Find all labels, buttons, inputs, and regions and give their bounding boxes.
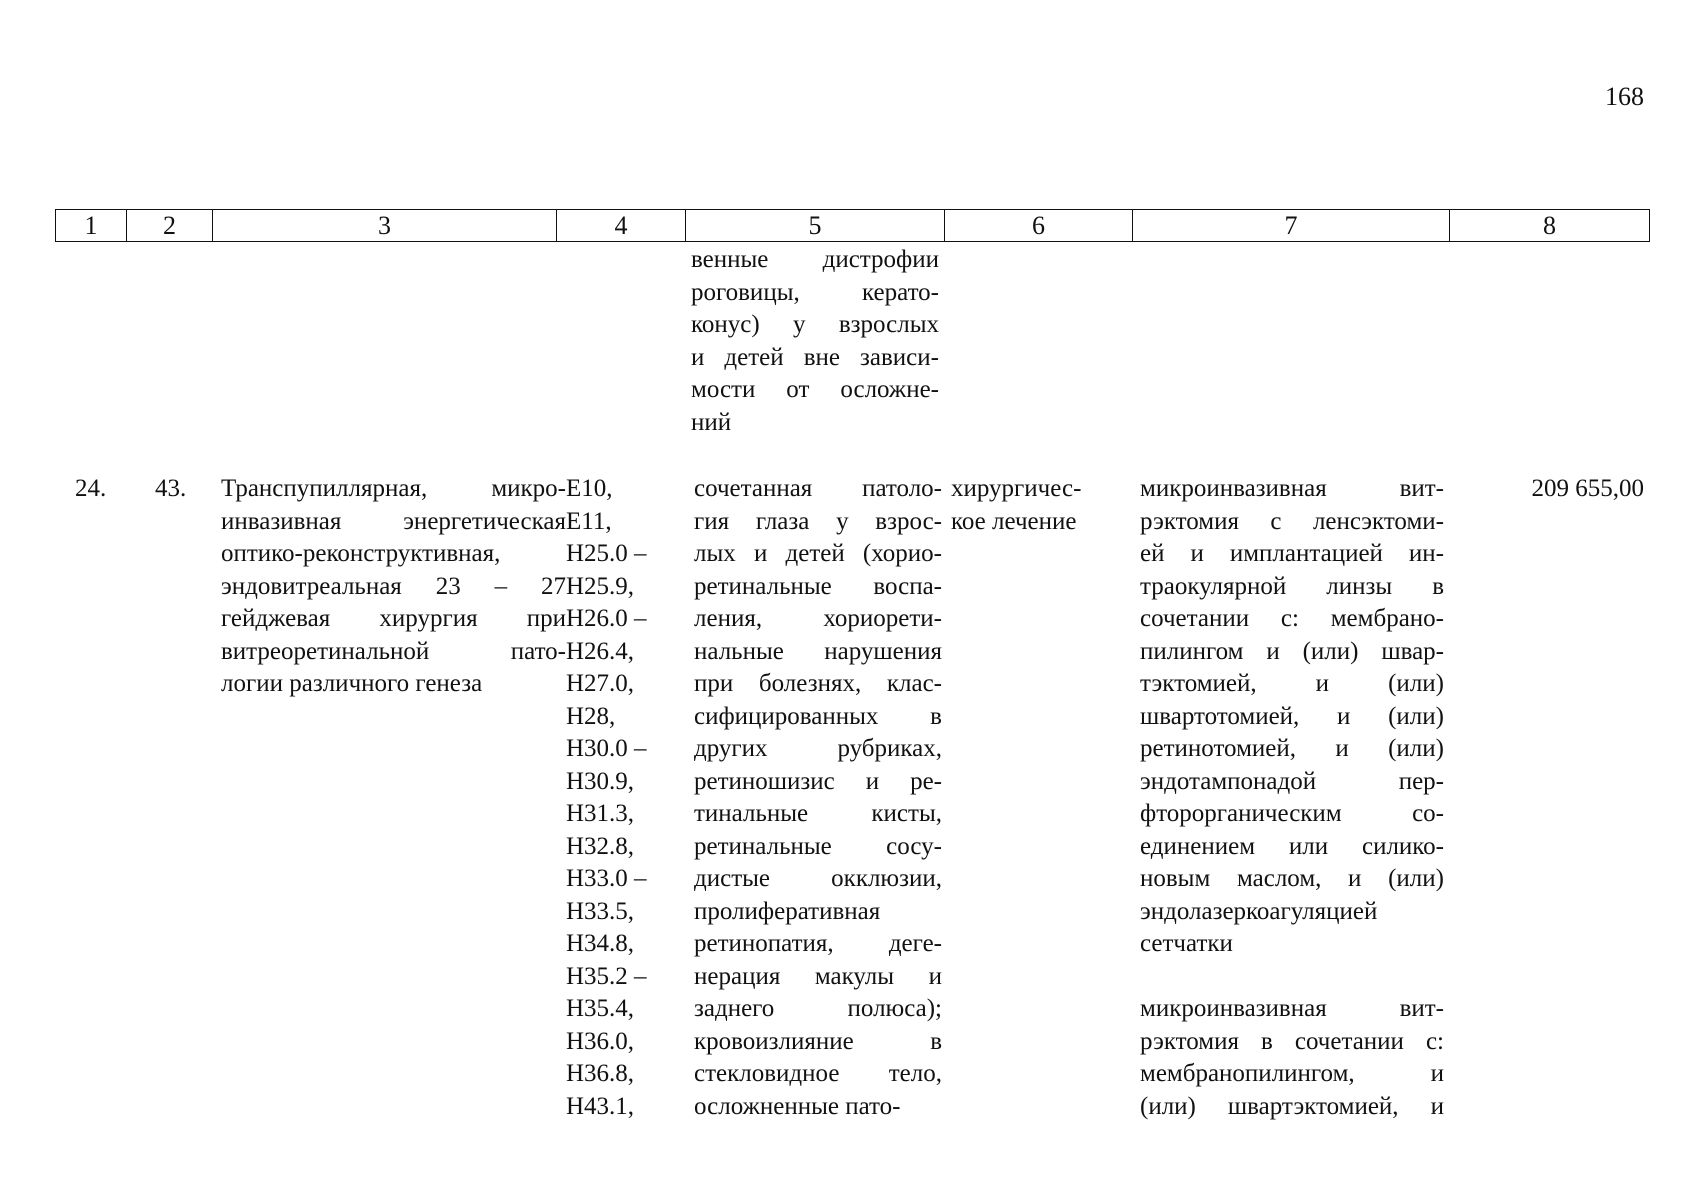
row-number: 24. <box>75 475 107 502</box>
row-col5-line: нерация макулы и <box>694 962 942 990</box>
cont-col5-line: мости от осложне- <box>691 376 939 403</box>
row-col4-line: H36.0, <box>566 1027 635 1055</box>
row-col7-line: тэктомией, и (или) <box>1140 670 1444 697</box>
cont-col5-line: ний <box>691 408 732 436</box>
cont-col5-line: роговицы, керато- <box>691 278 939 306</box>
row-col5-line: ретинальные воспа- <box>694 572 942 600</box>
row-col7-line: эндолазеркоагуляцией <box>1140 897 1378 925</box>
header-col-6: 6 <box>945 210 1133 242</box>
row-col4-line: H25.9, <box>566 572 635 600</box>
block-gap <box>1140 961 1444 994</box>
header-col-2: 2 <box>127 210 213 242</box>
header-col-8: 8 <box>1450 210 1650 242</box>
row-col4-line: H35.4, <box>566 995 635 1022</box>
diagnosis-text <box>694 473 942 1123</box>
row-col3-line: оптико-реконструктивная, <box>221 540 501 567</box>
row-col5-line: при болезнях, клас- <box>694 670 942 697</box>
model-number: 43. <box>155 475 187 502</box>
row-col4-line: H32.8, <box>566 832 635 860</box>
row-col5-line: сочетанная патоло- <box>694 475 942 502</box>
row-col7-line: единением или силико- <box>1140 832 1444 860</box>
row-col6-line: кое лечение <box>951 507 1077 535</box>
row-col5-line: ретиношизис и ре- <box>694 767 942 795</box>
row-col4-line: H35.2 – <box>566 962 647 990</box>
header-col-5: 5 <box>686 210 945 242</box>
row-col7-line: траокулярной линзы в <box>1140 572 1444 600</box>
row-col5-line: дистые окклюзии, <box>694 865 942 892</box>
row-col7-line: рэктомия с ленсэктоми- <box>1140 507 1444 535</box>
row-col5-line: заднего полюса); <box>694 995 942 1022</box>
header-col-3: 3 <box>213 210 557 242</box>
column-number-header <box>55 209 1650 242</box>
row-col7-line: новым маслом, и (или) <box>1140 865 1444 892</box>
row-col6-line: хирургичес- <box>951 475 1082 502</box>
row-col7-line: пилингом и (или) швар- <box>1140 637 1444 665</box>
row-col5-line: других рубриках, <box>694 735 942 762</box>
continuation-col5-text <box>691 244 939 439</box>
row-col7-line: сетчатки <box>1140 930 1233 957</box>
row-col3-line: гейджевая хирургия при <box>221 605 566 632</box>
row-col4-line: E11, <box>566 507 612 535</box>
row-col5-line: нальные нарушения <box>694 637 942 665</box>
row-col7-line: микроинвазивная вит- <box>1140 475 1444 502</box>
row-col5-line: осложненные пато- <box>694 1092 901 1120</box>
cont-col5-line: конус) у взрослых <box>691 311 939 338</box>
row-col4-line: H26.4, <box>566 637 635 665</box>
row-col7-line: эндотампонадой пер- <box>1140 767 1444 795</box>
treatment-method-text <box>1140 473 1444 1123</box>
row-col4-line: H28, <box>566 702 616 730</box>
row-col5-line: пролиферативная <box>694 897 881 925</box>
row-col7-line: рэктомия в сочетании с: <box>1140 1027 1444 1055</box>
row-col4-line: H36.8, <box>566 1060 635 1087</box>
row-col7-line: ей и имплантацией ин- <box>1140 540 1444 567</box>
row-col5-line: гия глаза у взрос- <box>694 507 942 535</box>
row-col3-line: логии различного генеза <box>221 670 483 697</box>
row-col7-line: мембранопилингом, и <box>1140 1060 1444 1087</box>
row-col7-line: сочетании с: мембрано- <box>1140 605 1444 632</box>
row-col7-line: фторорганическим со- <box>1140 800 1444 827</box>
row-col5-line: ретинальные сосу- <box>694 832 942 860</box>
header-col-7: 7 <box>1133 210 1450 242</box>
norm-cost: 209 655,00 <box>1531 475 1644 502</box>
row-col4-line: H25.0 – <box>566 540 647 567</box>
row-col7-line: микроинвазивная вит- <box>1140 995 1444 1022</box>
row-col4-line: H33.5, <box>566 897 635 925</box>
row-col7-line: ретинотомией, и (или) <box>1140 735 1444 762</box>
row-col4-line: H30.9, <box>566 767 635 795</box>
row-col4-line: H33.0 – <box>566 865 647 892</box>
treatment-type-text <box>951 473 1101 538</box>
header-col-4: 4 <box>557 210 686 242</box>
row-col3-line: Транспупиллярная, микро- <box>221 475 566 502</box>
row-col4-line: H26.0 – <box>566 605 647 632</box>
row-col5-line: тинальные кисты, <box>694 800 942 827</box>
row-col3-line: эндовитреальная 23 – 27 <box>221 572 566 600</box>
row-col4-line: H34.8, <box>566 930 635 957</box>
treatment-name-text <box>221 473 566 701</box>
row-col5-line: стекловидное тело, <box>694 1060 942 1087</box>
row-col3-line: инвазивная энергетическая <box>221 507 566 535</box>
row-col5-line: ретинопатия, деге- <box>694 930 942 957</box>
row-col5-line: ления, хориорети- <box>694 605 942 632</box>
row-col3-line: витреоретинальной пато- <box>221 637 566 665</box>
row-col4-line: H31.3, <box>566 800 635 827</box>
cont-col5-line: и детей вне зависи- <box>691 343 939 371</box>
row-col7-line: швартотомией, и (или) <box>1140 702 1444 730</box>
row-col4-line: H30.0 – <box>566 735 647 762</box>
cont-col5-line: венные дистрофии <box>691 246 939 273</box>
row-col7-line: (или) швартэктомией, и <box>1140 1092 1444 1120</box>
row-col5-line: кровоизлияние в <box>694 1027 942 1055</box>
row-col5-line: лых и детей (хорио- <box>694 540 942 567</box>
row-col4-line: H27.0, <box>566 670 635 697</box>
header-col-1: 1 <box>56 210 127 242</box>
row-col4-line: H43.1, <box>566 1092 635 1120</box>
page-number: 168 <box>1605 82 1644 111</box>
row-col4-line: E10, <box>566 475 613 502</box>
icd-codes-list <box>566 473 686 1123</box>
row-col5-line: сифицированных в <box>694 702 942 730</box>
